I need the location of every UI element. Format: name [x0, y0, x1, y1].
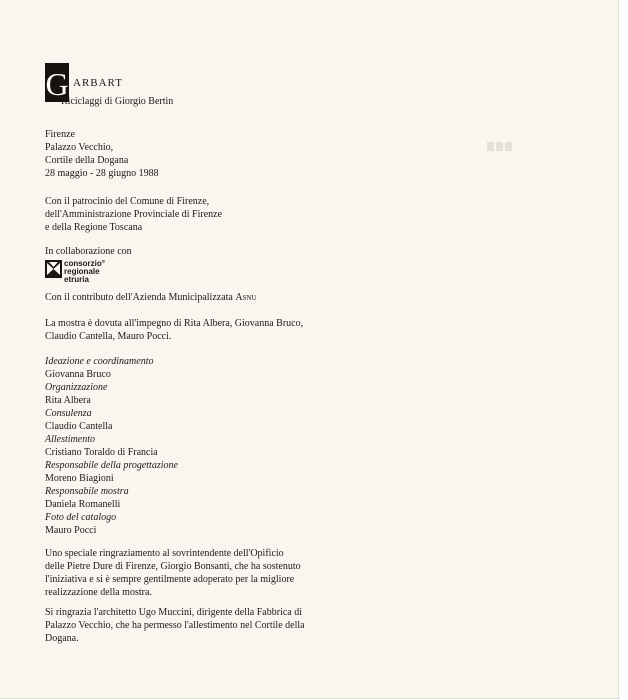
thanks-line: Dogana.	[45, 633, 79, 644]
credits-block	[45, 355, 345, 537]
credit-role: Responsabile mostra	[45, 486, 129, 497]
credit-role: Organizzazione	[45, 382, 108, 393]
subtitle: Riciclaggi di Giorgio Bertin	[61, 96, 174, 107]
credit-name: Giovanna Bruco	[45, 369, 111, 380]
contribution-block	[45, 291, 345, 304]
credit-role: Allestimento	[45, 434, 95, 445]
exhibition-line: La mostra è dovuta all'impegno di Rita Albera, Giovanna Bruco,	[45, 318, 304, 329]
credit-role: Consulenza	[45, 408, 92, 419]
show-through-mark	[487, 140, 517, 152]
collaboration-intro-text: In collaborazione con	[45, 246, 132, 257]
credit-name: Daniela Romanelli	[45, 499, 121, 510]
credit-name: Moreno Biagioni	[45, 473, 114, 484]
thanks-line: delle Pietre Dure di Firenze, Giorgio Bonsanti, che ha sostenuto	[45, 561, 301, 572]
thanks-block-1	[45, 547, 345, 599]
venue-block	[45, 128, 345, 180]
credit-role: Responsabile della progettazione	[45, 460, 178, 471]
thanks-line: Uno speciale ringraziamento al sovrintendente dell'Opificio	[45, 548, 284, 559]
patronage-line: e della Regione Toscana	[45, 222, 143, 233]
venue-line: 28 maggio - 28 giugno 1988	[45, 168, 159, 179]
exhibition-block	[45, 317, 345, 343]
logo-title: ARBART	[73, 77, 123, 89]
exhibition-line: Claudio Cantella, Mauro Pocci.	[45, 331, 172, 342]
consorzio-mark-icon	[45, 260, 62, 278]
contribution-acronym: Asnu	[235, 292, 257, 303]
credit-role: Foto del catalogo	[45, 512, 117, 523]
logo-initial: G	[45, 66, 69, 102]
consorzio-line: regionale	[64, 267, 100, 276]
patronage-block	[45, 195, 345, 234]
thanks-block-2	[45, 606, 345, 645]
thanks-line: Palazzo Vecchio, che ha permesso l'allestimento nel Cortile della	[45, 620, 305, 631]
credit-name: Cristiano Toraldo di Francia	[45, 447, 158, 458]
credit-name: Claudio Cantella	[45, 421, 113, 432]
venue-line: Palazzo Vecchio,	[45, 142, 114, 153]
thanks-line: l'iniziativa e si è sempre gentilmente adoperato per la migliore	[45, 574, 295, 585]
credit-name: Rita Albera	[45, 395, 91, 406]
consorzio-wordmark	[64, 260, 105, 284]
thanks-line: Si ringrazia l'architetto Ugo Muccini, dirigente della Fabbrica di	[45, 607, 302, 618]
patronage-line: Con il patrocinio del Comune di Firenze,	[45, 196, 210, 207]
contribution-text: Con il contributo dell'Azienda Municipalizzata	[45, 292, 233, 303]
consorzio-line: etruria	[64, 275, 89, 284]
credit-name: Mauro Pocci	[45, 525, 97, 536]
collaboration-intro	[45, 245, 345, 258]
consorzio-degree: °	[101, 259, 105, 268]
patronage-line: dell'Amministrazione Provinciale di Firenze	[45, 209, 223, 220]
venue-line: Cortile della Dogana	[45, 155, 129, 166]
credit-role: Ideazione e coordinamento	[45, 356, 154, 367]
venue-line: Firenze	[45, 129, 75, 140]
consorzio-line: consorzio	[64, 259, 102, 268]
thanks-line: realizzazione della mostra.	[45, 587, 152, 598]
